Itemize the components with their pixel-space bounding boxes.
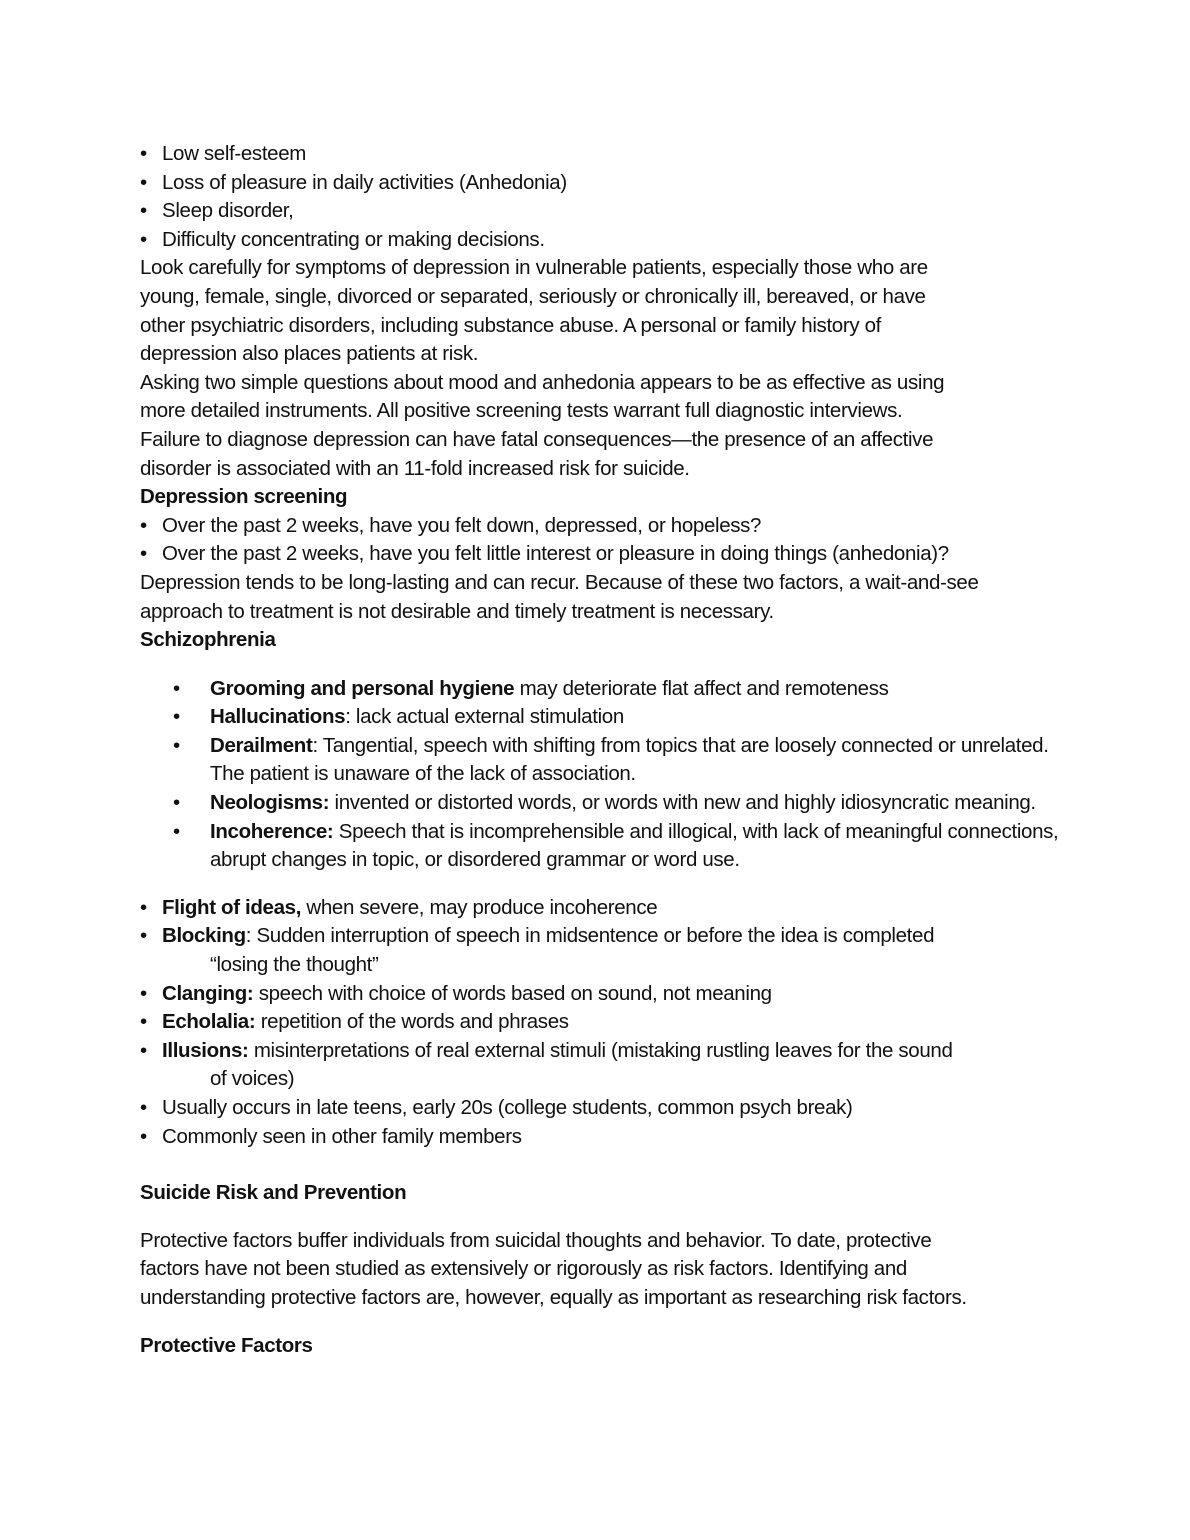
bullet-icon: • [173, 705, 180, 729]
list-item: • Loss of pleasure in daily activities (Anhedonia) [140, 169, 1060, 198]
list-item: • Low self-esteem [140, 140, 1060, 169]
symptom-list [140, 140, 1060, 254]
list-item: • Flight of ideas, when severe, may produce incoherence [140, 894, 1060, 923]
bullet-icon: • [140, 1124, 147, 1148]
bullet-icon: • [140, 542, 147, 566]
list-item: • Incoherence: Speech that is incomprehensible and illogical, with lack of meaningful connections, abrupt changes in topic, or disordered grammar or word use. [140, 818, 1060, 875]
list-item: • Usually occurs in late teens, early 20s (college students, common psych break) [140, 1094, 1060, 1123]
paragraph-protective-factors: Protective factors buffer individuals from suicidal thoughts and behavior. To date, protective factors have not been studied as extensively or rigorously as risk factors. Identifying and understanding protective factors are, however, equally as important as researching risk factors. [140, 1228, 967, 1309]
bullet-icon: • [173, 676, 180, 700]
bullet-icon: • [140, 1096, 147, 1119]
list-item: • Difficulty concentrating or making decisions. [140, 226, 1060, 255]
list-item: • Clanging: speech with choice of words based on sound, not meaning [140, 980, 1060, 1009]
document-page: • Low self-esteem • Loss of pleasure in daily activities (Anhedonia) • Sleep disorder, • Difficulty concentrating or making decisions. Look carefully for symptoms of depression in vulnerable patients, especially those who are young, female, single, divorced or separated, seriously or chronically ill, bereaved, or have other psychiatric disorders, including substance abuse. A personal or family history of depression also places patients at risk. Asking two simple questions about mood and anhedonia appears to be as effective as using more detailed instruments. All positive screening tests warrant full diagnostic interviews. Failure to diagnose depression can have fatal consequences—the presence of an affective disorder is associated with an 11-fold increased risk for suicide. Depression screening • Over the past 2 weeks, have you felt down, depressed, or hopeless? • Over the past 2 weeks, have you felt little interest or pleasure in doing things (anhedonia)? Depression tends to be long-lasting and can recur. Because of these two factors, a wait-and-see approach to treatment is not desirable and timely treatment is necessary. Schizophrenia • Grooming and personal hygiene may deteriorate flat affect and remoteness • Hallucinations: lack actual external stimulation • Derailment: Tangential, speech with shifting from topics that are loosely connected or unrelated. The patient is unaware of the lack of association. • Neologisms: invented or distorted words, or words with new and highly idiosyncratic meaning. • Incoherence: Speech that is incomprehensible and illogical, with lack of meaningful connections, abrupt changes in topic, or disordered grammar or word use. • Flight of ideas, when severe, may produce incoherence • Blocking: Sudden interruption of speech in midsentence or before the idea is completed “losing the thought” • Clanging: speech with choice of words based on sound, not meaning • Echolalia: repetition of the words and phrases • Illusions: misinterpretations of real external stimuli (mistaking rustling leaves for the sound of voices) • Usually occurs in late teens, early 20s (college students, common psych break) • Commonly seen in other family members Suicide Risk and Prevention Protective factors buffer individuals from suicidal thoughts and behavior. To date, protective factors have not been studied as extensively or rigorously as risk factors. Identifying and understanding protective factors are, however, equally as important as researching risk factors. Protective Factors [140, 140, 1060, 1360]
bullet-icon: • [140, 170, 147, 194]
schizophrenia-symptom-list [140, 675, 1060, 875]
thought-disorder-list: • Flight of ideas, when severe, may produce incoherence • Blocking: Sudden interruption of speech in midsentence or before the idea is completed “losing the thought” • Clanging: speech with choice of words based on sound, not meaning • Echolalia: repetition of the words and phrases • Illusions: misinterpretations of real external stimuli (mistaking rustling leaves for the sound of voices) • Usually occurs in late teens, early 20s (college students, common psych break) • Commonly seen in other family members [140, 894, 1060, 1151]
list-item: • Sleep disorder, [140, 197, 1060, 226]
bullet-icon: • [140, 142, 147, 165]
list-item: • Illusions: misinterpretations of real external stimuli (mistaking rustling leaves for the sound [140, 1037, 1060, 1066]
bullet-icon: • [140, 513, 147, 537]
list-item: • Hallucinations: lack actual external stimulation [140, 703, 1060, 732]
list-item: • Neologisms: invented or distorted words, or words with new and highly idiosyncratic meaning. [140, 789, 1060, 818]
bullet-icon: • [173, 791, 180, 815]
list-item: • Echolalia: repetition of the words and phrases [140, 1008, 1060, 1037]
list-item: • Grooming and personal hygiene may deteriorate flat affect and remoteness [140, 675, 1060, 704]
list-item: • Commonly seen in other family members [140, 1123, 1060, 1152]
paragraph-screening-questions: Asking two simple questions about mood and anhedonia appears to be as effective as using more detailed instruments. All positive screening tests warrant full diagnostic interviews. Failure to diagnose depression can have fatal consequences—the presence of an affective disorder is associated with an 11-fold increased risk for suicide. [140, 370, 945, 480]
list-item: • Over the past 2 weeks, have you felt down, depressed, or hopeless? [140, 512, 1060, 541]
heading-suicide-risk: Suicide Risk and Prevention [140, 1181, 407, 1205]
bullet-icon: • [173, 733, 180, 757]
list-item: • Blocking: Sudden interruption of speech in midsentence or before the idea is completed [140, 922, 1060, 951]
bullet-icon: • [140, 895, 147, 919]
bullet-icon: • [140, 199, 147, 223]
heading-schizophrenia: Schizophrenia [140, 628, 276, 652]
heading-protective-factors: Protective Factors [140, 1333, 313, 1357]
bullet-icon: • [140, 924, 147, 948]
paragraph-vulnerable-patients: Look carefully for symptoms of depression in vulnerable patients, especially those who are young, female, single, divorced or separated, seriously or chronically ill, bereaved, or have other psychiatric disorders, including substance abuse. A personal or family history of depression also places patients at risk. [140, 256, 928, 366]
list-item: • Derailment: Tangential, speech with shifting from topics that are loosely connected or unrelated. The patient is unaware of the lack of association. [140, 732, 1060, 789]
bullet-icon: • [140, 1038, 147, 1062]
bullet-icon: • [140, 1010, 147, 1034]
bullet-icon: • [140, 981, 147, 1005]
bullet-icon: • [173, 819, 180, 843]
heading-depression-screening: Depression screening [140, 485, 348, 509]
bullet-icon: • [140, 227, 147, 251]
list-item: • Over the past 2 weeks, have you felt little interest or pleasure in doing things (anhedonia)? [140, 540, 1060, 569]
